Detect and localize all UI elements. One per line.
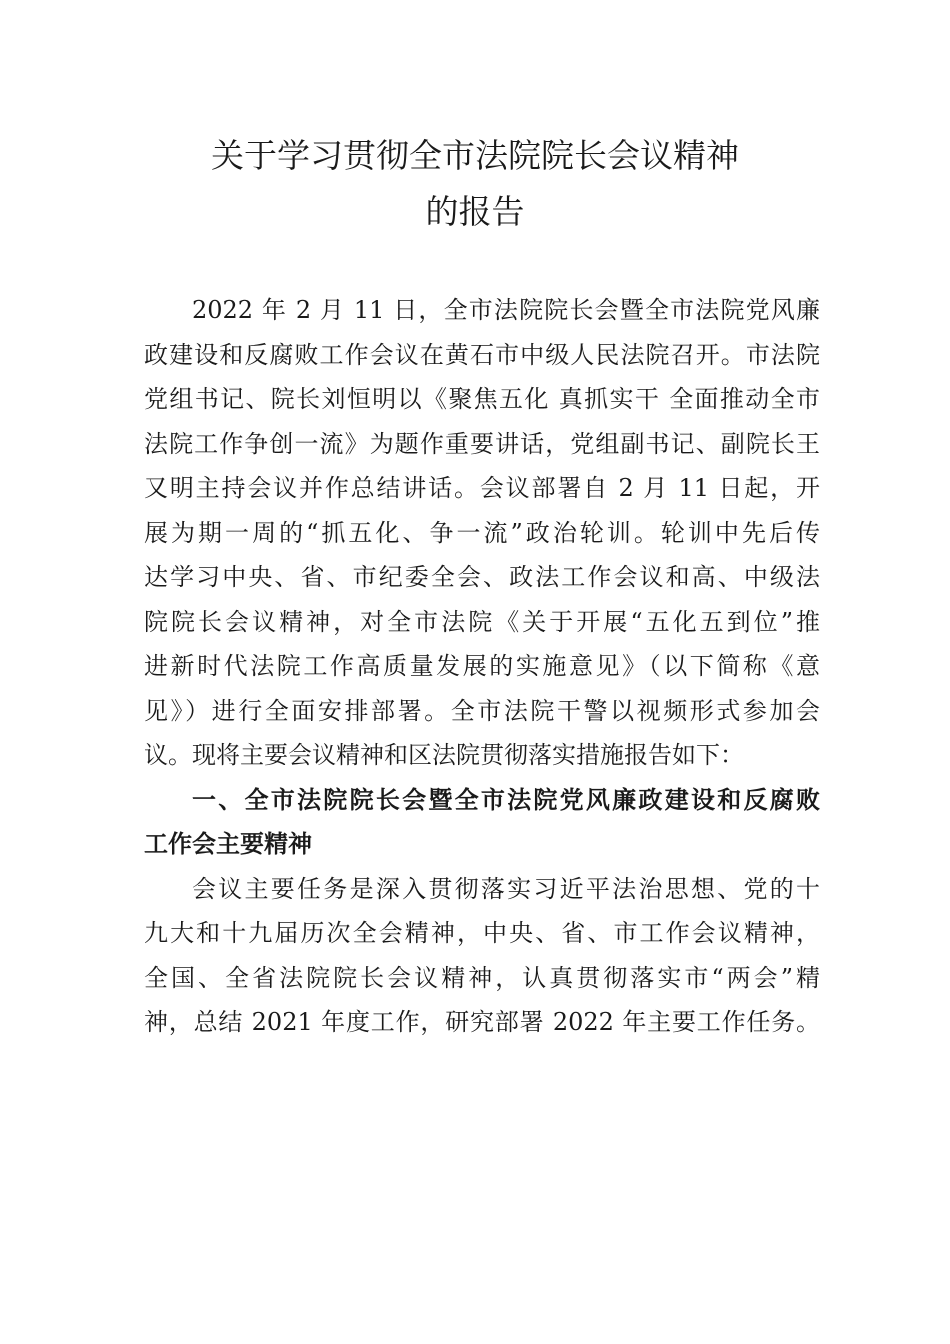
paragraph-line: 全国、全省法院院长会议精神，认真贯彻落实市“两会”精 <box>144 963 820 992</box>
paragraph-line: 见》）进行全面安排部署。全市法院干警以视频形式参加会 <box>144 696 820 725</box>
title-line-2: 的报告 <box>425 192 525 231</box>
document-title <box>0 128 950 240</box>
paragraph-line: 会议主要任务是深入贯彻落实习近平法治思想、党的十 <box>192 874 820 903</box>
paragraph-line: 2022 年 2 月 11 日，全市法院院长会暨全市法院党风廉 <box>192 296 820 324</box>
paragraph-2 <box>144 867 820 1045</box>
title-line-1: 关于学习贯彻全市法院院长会议精神 <box>211 136 739 175</box>
paragraph-line: 九大和十九届历次全会精神，中央、省、市工作会议精神， <box>144 919 820 947</box>
paragraph-line: 展为期一周的“抓五化、争一流”政治轮训。轮训中先后传 <box>144 518 820 547</box>
paragraph-line: 法院工作争创一流》为题作重要讲话，党组副书记、副院长王 <box>144 429 820 458</box>
paragraph-line: 党组书记、院长刘恒明以《聚焦五化 真抓实干 全面推动全市 <box>144 385 820 413</box>
heading-line: 工作会主要精神 <box>144 830 312 858</box>
heading-line: 一、全市法院院长会暨全市法院党风廉政建设和反腐败 <box>192 785 820 814</box>
paragraph-line: 又明主持会议并作总结讲话。会议部署自 2 月 11 日起，开 <box>144 474 820 502</box>
paragraph-line: 进新时代法院工作高质量发展的实施意见》（以下简称《意 <box>144 652 820 680</box>
paragraph-line: 院院长会议精神，对全市法院《关于开展“五化五到位”推 <box>144 607 820 636</box>
document-body <box>144 288 820 1045</box>
paragraph-line: 神，总结 2021 年度工作，研究部署 2022 年主要工作任务。 <box>144 1008 820 1036</box>
paragraph-line: 议。现将主要会议精神和区法院贯彻落实措施报告如下： <box>144 741 744 769</box>
section-heading-1 <box>144 778 820 867</box>
paragraph-line: 达学习中央、省、市纪委全会、政法工作会议和高、中级法 <box>144 563 820 591</box>
paragraph-1 <box>144 288 820 778</box>
paragraph-line: 政建设和反腐败工作会议在黄石市中级人民法院召开。市法院 <box>144 340 820 369</box>
